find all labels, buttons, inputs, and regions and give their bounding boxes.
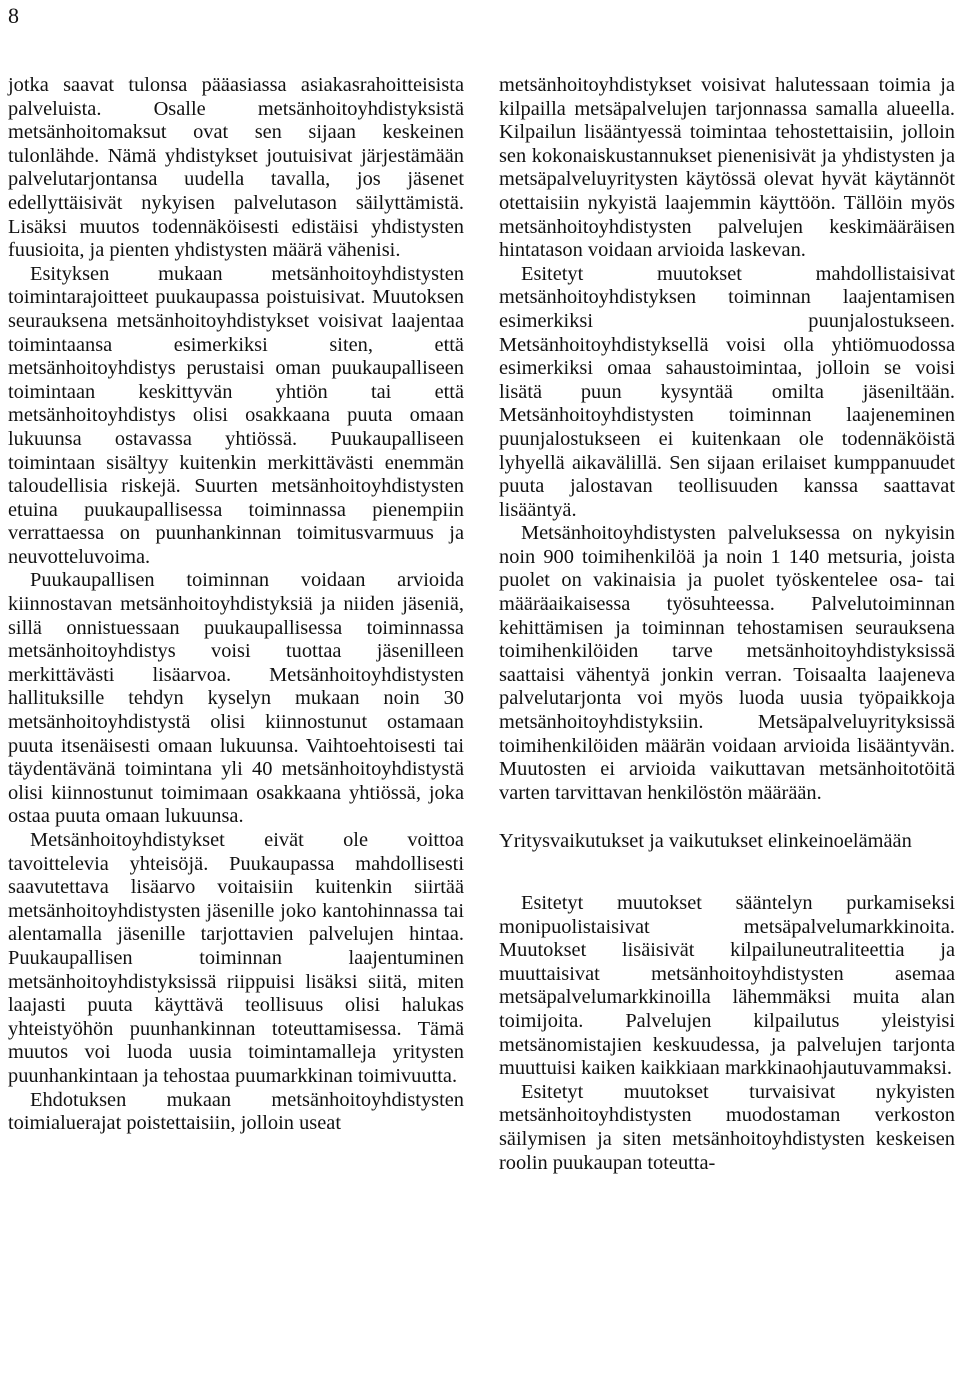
paragraph: jotka saavat tulonsa pääasiassa asiakasrahoitteisista palveluista. Osalle metsänhoitoyhdistyksistä metsänhoitomaksut ovat sen sijaan keskeinen tulonlähde. Nämä yhdistykset joutuisivat järjestämään palvelutarjontansa uudella tavalla, jos jäsenet edellyttäisivät nykyisen palvelutason säilyttämistä. Lisäksi muutos todennäköisesti edistäisi yhdistysten fuusioita, ja pienten yhdistysten määrä vähenisi.	[8, 74, 464, 262]
paragraph: Esityksen mukaan metsänhoitoyhdistysten toimintarajoitteet puukaupassa poistuisivat. Muutoksen seurauksena metsänhoitoyhdistykset voisivat laajentaa toimintaansa esimerkiksi siten, että metsänhoitoyhdistys perustaisi oman puukaupalliseen toimintaan keskittyvän yhtiön tai että metsänhoitoyhdistys olisi osakkaana puuta omaan lukuunsa ostavassa yhtiössä. Puukaupalliseen toimintaan sisältyy kuitenkin merkittävästi enemmän taloudellisia riskejä. Suurten metsänhoitoyhdistysten etuina puukaupallisessa toiminnassa pienempiin verrattaessa on puunhankinnan toimitusvarmuus ja neuvotteluvoima.	[8, 262, 464, 568]
paragraph: Esitetyt muutokset mahdollistaisivat metsänhoitoyhdistyksen toiminnan laajentamisen esimerkiksi puunjalostukseen. Metsänhoitoyhdistyksellä voisi olla yhtiömuodossa esimerkiksi omaa sahaustoimintaa, jolloin se voisi lisätä puun kysyntää omilta jäseniltään. Metsänhoitoyhdistysten toiminnan laajeneminen puunjalostukseen ei kuitenkaan ole todennäköistä lyhyellä aikavälillä. Sen sijaan erilaiset kumppanuudet puuta jalostavan teollisuuden kanssa saattavat lisääntyä.	[499, 262, 955, 521]
paragraph: metsänhoitoyhdistykset voisivat halutessaan toimia ja kilpailla metsäpalvelujen tarjonnassa samalla alueella. Kilpailun lisääntyessä toimintaa tehostettaisiin, jolloin sen kokonaiskustannukset pienenisivät ja yhdistysten ja metsäpalveluyritysten käytössä olevat hyvät käytännöt otettaisiin nykyistä laajemmin käyttöön. Tällöin myös metsänhoitoyhdistysten palvelujen keskimääräisen hintatason voidaan arvioida laskevan.	[499, 74, 955, 262]
paragraph: Metsänhoitoyhdistysten palveluksessa on nykyisin noin 900 toimihenkilöä ja noin 1 140 metsuria, joista puolet on vakinaisia ja puolet työskentelee osa- tai määräaikaisessa työsuhteessa. Palvelutoiminnan kehittämisen ja toiminnan tehostamisen seurauksena toimihenkilöiden tarve metsänhoitoyhdistyksissä saattaisi vähentyä jonkin verran. Toisaalta laajeneva palvelutarjonta voi myös luoda uusia työpaikkoja metsänhoitoyhdistyksiin. Metsäpalveluyrityksissä toimihenkilöiden määrän voidaan arvioida lisääntyvän. Muutosten ei arvioida vaikuttavan metsänhoitotöitä varten tarvittavan henkilöstön määrään.	[499, 522, 955, 804]
paragraph: Puukaupallisen toiminnan voidaan arvioida kiinnostavan metsänhoitoyhdistyksiä ja niiden jäseniä, sillä onnistuessaan puukaupallisessa toiminnassa metsänhoitoyhdistys voisi tuottaa jäsenilleen merkittävästi lisäarvoa. Metsänhoitoyhdistysten hallituksille tehdyn kyselyn mukaan noin 30 metsänhoitoyhdistystä olisi kiinnostunut ostamaan puuta itsenäisesti omaan lukuunsa. Vaihtoehtoisesti tai täydentävänä toimintana yli 40 metsänhoitoyhdistystä olisi kiinnostunut toimimaan osakkaana yhtiössä, joka ostaa puuta omaan lukuunsa.	[8, 569, 464, 828]
page-number: 8	[8, 3, 19, 28]
paragraph: Esitetyt muutokset turvaisivat nykyisten metsänhoitoyhdistysten muodostaman verkoston säilymisen ja siten metsänhoitoyhdistysten keskeisen roolin puukaupan toteutta-	[499, 1080, 955, 1174]
paragraph: Esitetyt muutokset sääntelyn purkamiseksi monipuolistaisivat metsäpalvelumarkkinoita. Muutokset lisäisivät kilpailuneutraliteettia ja muuttaisivat metsänhoitoyhdistysten asemaa metsäpalvelumarkkinoilla lähemmäksi muita alan toimijoita. Palvelujen kilpailutus yleistyisi metsänomistajien keskuudessa, ja palvelujen tarjonta muuttuisi kaiken kaikkiaan markkinaohjautuvammaksi.	[499, 892, 955, 1080]
section-heading-block	[499, 830, 955, 854]
paragraph: Metsänhoitoyhdistykset eivät ole voittoa tavoittelevia yhteisöjä. Puukaupassa mahdollisesti saavutettava lisäarvo voitaisiin kuitenkin siirtää metsänhoitoyhdistysten jäsenille joko kantohinnassa tai alentamalla jäsenille tarjottavien palvelujen hintaa. Puukaupallisen toiminnan laajentuminen metsänhoitoyhdistyksissä riippuisi lisäksi siitä, miten laajasti puuta käyttävä teollisuus olisi halukas yhteistyöhön puunhankinnan toteuttamisessa. Tämä muutos voi luoda uusia toimintamalleja yritysten puunhankintaan ja tehostaa puumarkkinan toimivuutta.	[8, 829, 464, 1087]
paragraph: Ehdotuksen mukaan metsänhoitoyhdistysten toimialuerajat poistettaisiin, jolloin useat	[8, 1088, 464, 1135]
left-text-column	[8, 74, 464, 1136]
right-text-column	[499, 74, 955, 1175]
section-heading: Yritysvaikutukset ja vaikutukset elinkeinoelämään	[499, 830, 912, 853]
